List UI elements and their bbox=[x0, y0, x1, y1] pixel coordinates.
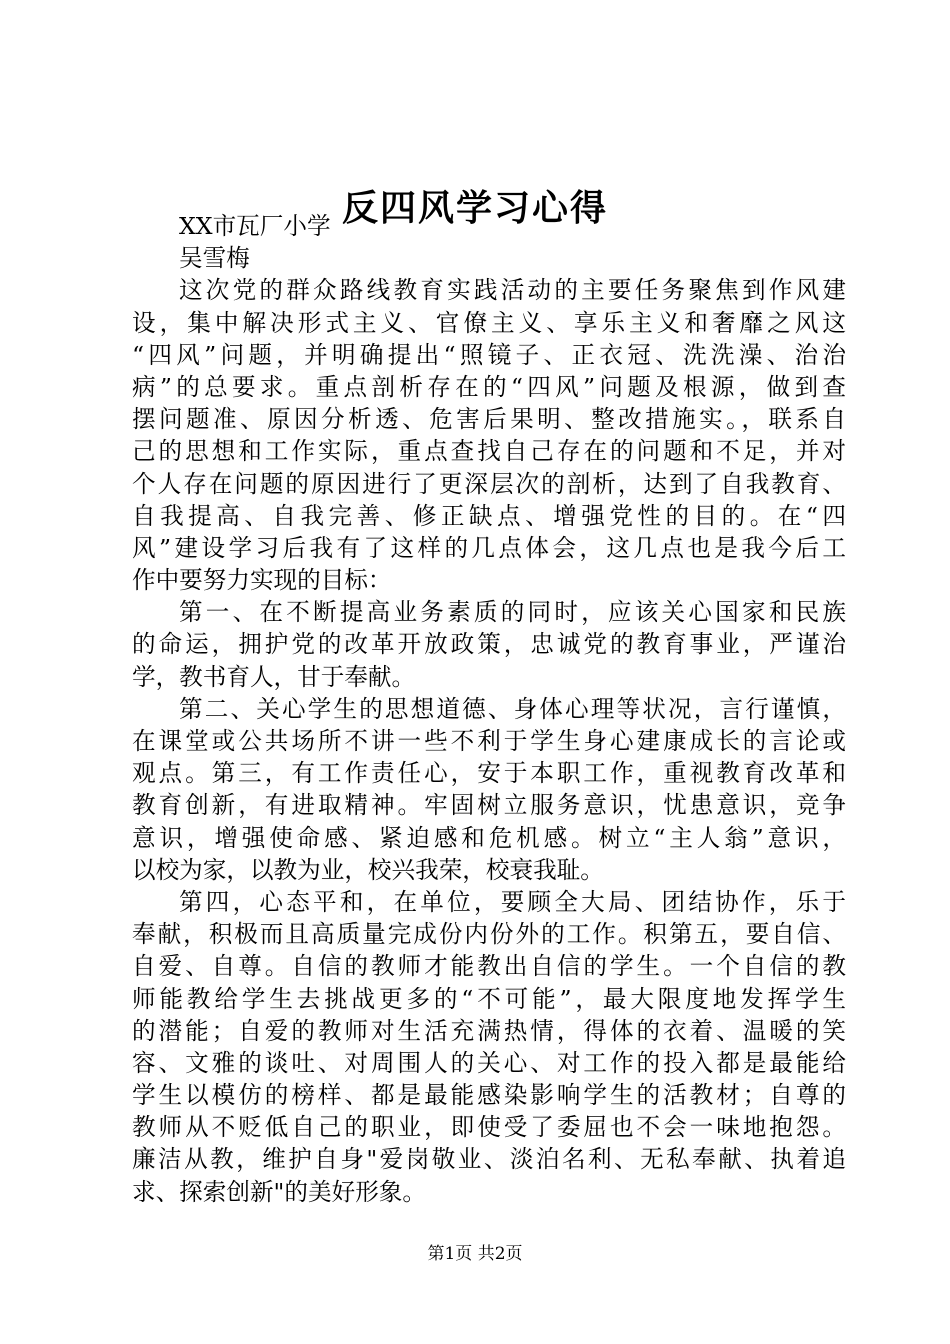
paragraph-line: 自我提高、自我完善、修正缺点、增强党性的目的。在“四 bbox=[132, 501, 846, 530]
paragraph-line: 意识，增强使命感、紧迫感和危机感。树立“主人翁”意识， bbox=[132, 823, 846, 852]
author-org: XX市瓦厂小学 bbox=[179, 212, 331, 240]
paragraph-line: 廉洁从教，维护自身"爱岗敬业、淡泊名利、无私奉献、执着追 bbox=[132, 1145, 846, 1174]
paragraph-line: 容、文雅的谈吐、对周围人的关心、对工作的投入都是最能给 bbox=[132, 1048, 846, 1077]
paragraph-line: 求、探索创新"的美好形象。 bbox=[132, 1177, 426, 1206]
document-body bbox=[132, 210, 846, 1208]
paragraph bbox=[132, 274, 846, 596]
paragraph-line: 在课堂或公共场所不讲一些不利于学生身心建康成长的言论或 bbox=[132, 727, 846, 755]
paragraph-line: 学，教书育人，甘于奉献。 bbox=[132, 662, 416, 691]
author-name: 吴雪梅 bbox=[179, 244, 250, 273]
paragraph-line: 作中要努力实现的目标： bbox=[132, 566, 392, 595]
paragraph-line: 设，集中解决形式主义、官僚主义、享乐主义和奢靡之风这 bbox=[132, 308, 846, 337]
paragraph-line: 病”的总要求。重点剖析存在的“四风”问题及根源，做到查 bbox=[132, 372, 846, 401]
paragraph-line: 奉献，积极而且高质量完成份内份外的工作。积第五，要自信、 bbox=[132, 920, 846, 949]
paragraph-line: “四风”问题，并明确提出“照镜子、正衣冠、洗洗澡、治治 bbox=[132, 340, 846, 369]
paragraph-line: 教育创新，有进取精神。牢固树立服务意识，忧患意识，竞争 bbox=[132, 791, 846, 820]
paragraph-line: 风”建设学习后我有了这样的几点体会，这几点也是我今后工 bbox=[132, 533, 846, 562]
paragraph-list bbox=[132, 274, 846, 1207]
paragraph-line: 这次党的群众路线教育实践活动的主要任务聚焦到作风建 bbox=[179, 276, 846, 305]
paragraph-line: 学生以模仿的榜样、都是最能感染影响学生的活教材；自尊的 bbox=[132, 1081, 846, 1110]
paragraph-line: 第四，心态平和，在单位，要顾全大局、团结协作，乐于 bbox=[179, 887, 846, 916]
document-title: 反四风学习心得 bbox=[341, 187, 608, 229]
paragraph bbox=[132, 693, 846, 886]
paragraph-line: 的命运，拥护党的改革开放政策，忠诚党的教育事业，严谨治 bbox=[132, 630, 846, 659]
paragraph-line: 以校为家，以教为业，校兴我荣，校衰我耻。 bbox=[132, 855, 604, 884]
paragraph-line: 己的思想和工作实际，重点查找自己存在的问题和不足，并对 bbox=[132, 437, 846, 466]
paragraph-line: 教师从不贬低自己的职业，即使受了委屈也不会一味地抱怨。 bbox=[132, 1113, 846, 1142]
paragraph-line: 第一、在不断提高业务素质的同时，应该关心国家和民族 bbox=[179, 598, 846, 627]
paragraph-line: 自爱、自尊。自信的教师才能教出自信的学生。一个自信的教 bbox=[132, 952, 846, 981]
paragraph-line: 观点。第三，有工作责任心，安于本职工作，重视教育改革和 bbox=[132, 759, 846, 788]
paragraph-line: 第二、关心学生的思想道德、身体心理等状况，言行谨慎， bbox=[179, 694, 846, 723]
paragraph-line: 的潜能；自爱的教师对生活充满热情，得体的衣着、温暖的笑 bbox=[132, 1016, 846, 1045]
paragraph bbox=[132, 886, 846, 1208]
paragraph-line: 个人存在问题的原因进行了更深层次的剖析，达到了自我教育、 bbox=[132, 469, 846, 498]
paragraph-line: 师能教给学生去挑战更多的“不可能”，最大限度地发挥学生 bbox=[132, 984, 846, 1013]
paragraph-line: 摆问题准、原因分析透、危害后果明、整改措施实。，联系自 bbox=[132, 405, 846, 434]
page-footer: 第1页 共2页 bbox=[427, 1244, 523, 1264]
paragraph bbox=[132, 596, 846, 693]
